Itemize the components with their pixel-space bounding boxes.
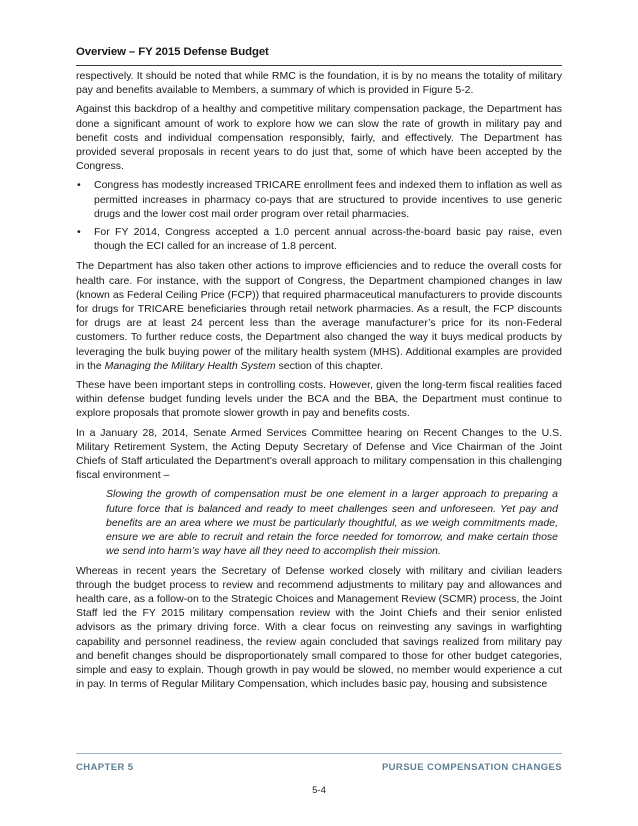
footer-section-title: PURSUE COMPENSATION CHANGES	[381, 762, 562, 773]
running-header: Overview – FY 2015 Defense Budget	[76, 46, 269, 58]
header-rule	[76, 65, 562, 66]
page-number: 5-4	[312, 785, 326, 796]
bullet-item	[76, 178, 562, 221]
paragraph-3-tail: section of this chapter.	[275, 359, 384, 372]
section-reference: Managing the Military Health System	[104, 359, 276, 372]
paragraph-5: In a January 28, 2014, Senate Armed Services Committee hearing on Recent Changes to the U.S. Military Retirement System, the Acting Deputy Secretary of Defense and Vice Chairman of the Joint Chiefs of Staff articulated the Department’s overall approach to military compensation in this challenging fiscal environment –	[76, 426, 562, 482]
paragraph-2: Against this backdrop of a healthy and competitive military compensation package, the Department has done a significant amount of work to explore how we can slow the rate of growth in military pay and benefit costs and individual compensation responsibly, fairly, and effectively. The Department has provided several proposals in recent years to do just that, some of which have been accepted by the Congress.	[76, 103, 562, 173]
footer-rule	[76, 753, 562, 754]
bullet-icon: •	[77, 179, 81, 192]
document-page	[76, 0, 562, 826]
paragraph-4: These have been important steps in controlling costs. However, given the long-term fiscal realities faced within defense budget funding levels under the BCA and the BBA, the Department must continue to explore proposals that promote slower growth in pay and benefits costs.	[76, 379, 562, 420]
bullet-icon: •	[77, 226, 81, 239]
paragraph-1: respectively. It should be noted that while RMC is the foundation, it is by no means the totality of military pay and benefits available to Members, a summary of which is provided in Figure 5-2.	[76, 70, 562, 97]
footer-chapter: CHAPTER 5	[76, 762, 134, 773]
bullet-text: For FY 2014, Congress accepted a 1.0 percent annual across-the-board basic pay raise, even though the ECI called for an increase of 1.8 percent.	[94, 226, 562, 253]
bullet-item	[76, 225, 562, 253]
block-quote: Slowing the growth of compensation must be one element in a larger approach to preparing a future force that is balanced and ready to meet challenges seen and unforeseen. Yet pay and benefits are an area where we must be particularly thoughtful, as we weigh commitments made, ensure we are able to recruit and retain the force needed for tomorrow, and make certain those we send into harm’s way have all they need to accomplish their mission.	[106, 488, 558, 558]
bullet-list	[76, 178, 562, 253]
paragraph-3	[76, 259, 562, 373]
bullet-text: Congress has modestly increased TRICARE enrollment fees and indexed them to inflation as well as permitted increases in pharmacy co-pays that are structured to provide incentives to use generic drugs and the lower cost mail order program over retail pharmacies.	[94, 179, 562, 220]
paragraph-6: Whereas in recent years the Secretary of Defense worked closely with military and civilian leaders through the budget process to review and recommend adjustments to military pay and allowances and health care, as a follow-on to the Strategic Choices and Management Review (SCMR) process, the Joint Staff led the FY 2015 military compensation review with the Joint Chiefs and their senior enlisted advisors as the primary driving force. With a clear focus on reinvesting any savings in warfighting capability and personnel readiness, the review again concluded that savings realized from military pay and benefit changes should be disproportionately small compared to those for other budget categories, simple and easy to explain. Though growth in pay would be slowed, no member would experience a cut in pay. In terms of Regular Military Compensation, which includes basic pay, housing and subsistence	[76, 564, 562, 691]
body-text	[76, 69, 562, 696]
paragraph-3-main: The Department has also taken other actions to improve efficiencies and to reduce the overall costs for health care. For instance, with the support of Congress, the Department championed changes in law (known as Federal Ceiling Price (FCP)) that required pharmaceutical manufacturers to provide discounts for drugs for TRICARE beneficiaries through retail network pharmacies. As a result, the FCP discounts for drugs are at least 24 percent less than the average manufacturer’s price for its non-Federal customers. To further reduce costs, the Department also changed the way it buys medical products by leveraging the bulk buying power of the military health system (MHS). Additional examples are provided in the	[76, 260, 562, 372]
